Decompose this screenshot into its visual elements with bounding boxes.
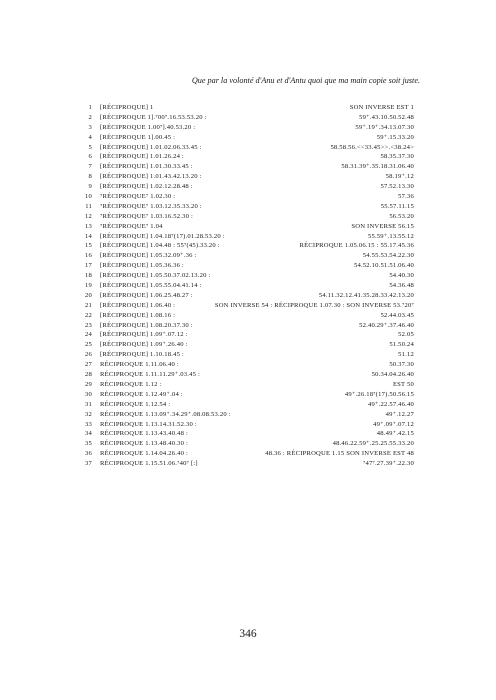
table-row [0,390,496,400]
table-row [0,162,496,172]
reciprocal-entry: RÉCIPROQUE 1.12.54 : [100,400,171,408]
line-number: 9 [88,183,92,191]
table-row [0,222,496,232]
line-number: 10 [85,193,92,201]
line-number: 1 [88,104,92,111]
reciprocal-entry: [RÉCIPROQUE] 1.05.55.04.41.14 : [100,282,202,290]
inverse-value: 50.37.30 [389,361,414,369]
inverse-value: 52.44.03.45 [380,311,414,319]
table-row [0,400,496,410]
line-number: 3 [88,123,92,131]
line-number: 36 [85,450,92,458]
reciprocal-entry: [RÉCIPROQUE] 1 [100,104,154,111]
line-number: 12 [85,212,92,220]
table-row [0,321,496,331]
table-row [0,123,496,133]
inverse-value: 48.49⁺.42.15 [376,430,414,438]
reciprocal-entry: RÉCIPROQUE 1.13.09⁺.34.29⁺.08.08.53.20 : [100,410,231,418]
inverse-value: 49⁺.12.27 [385,410,414,418]
table-row [0,192,496,202]
page-number: 346 [239,628,257,640]
table-row [0,281,496,291]
reciprocal-entry: [RÉCIPROQUE] 1.01.43.42.13.20 : [100,173,202,181]
inverse-value: 50.34.04.26.40 [371,371,414,379]
table-row [0,410,496,420]
inverse-value: 52.40.29⁺.37.46.40 [359,321,414,329]
line-number: 32 [85,410,92,418]
line-number: 5 [88,143,92,151]
reciprocal-entry: [RÉCIPROQUE 1.00⁷].40.53.20 : [100,123,196,131]
table-row [0,182,496,192]
table-row [0,340,496,350]
reciprocal-entry: RÉCIPROQUE 1.15.51.06.⁷40⁷ [:] [100,460,198,468]
inverse-value: 59⁺.43.10.50.52.48 [359,113,414,121]
table-row [0,429,496,439]
table-row [0,350,496,360]
reciprocal-entry: [RÉCIPROQUE] 1.01.30.33.45 : [100,163,193,171]
line-number: 33 [85,420,92,428]
reciprocal-entry: RÉCIPROQUE 1.13.48.40.30 : [100,440,188,448]
table-row [0,370,496,380]
line-number: 24 [85,331,92,339]
line-number: 22 [85,311,92,319]
reciprocal-entry: ⁷RÉCIPROQUE⁷ 1.02.30 : [100,193,176,201]
inverse-value: 51.50.24 [389,341,414,349]
reciprocal-entry: RÉCIPROQUE 1.13.14.31.52.30 : [100,420,197,428]
line-number: 11 [85,202,92,210]
line-number: 7 [88,163,92,171]
inverse-value: 59⁺.19⁺.34.13.07.30 [355,123,414,131]
line-number: 35 [85,440,92,448]
inverse-value: 58.58.56.<<33.45>>.<38.24> [330,143,414,151]
reciprocal-entry: [RÉCIPROQUE] 1.04.48 : 55⁷(45).33.20 : [100,242,220,250]
inverse-value: 57.36 [398,193,414,201]
inverse-value: 55.57.11.15 [380,202,414,210]
inverse-value: 54.11.32.12.41.35.28.33.42.13.20 [318,291,414,299]
table-row [0,172,496,182]
reciprocal-entry: [RÉCIPROQUE] 1.05.36.36 : [100,262,184,270]
table-row [0,143,496,153]
table-row [0,232,496,242]
line-number: 17 [85,262,92,270]
line-number: 34 [85,430,92,438]
line-number: 16 [85,252,92,260]
table-row [0,449,496,459]
table-row [0,271,496,281]
line-number: 28 [85,371,92,379]
table-row [0,212,496,222]
inverse-value: EST 50 [392,380,414,388]
table-row [0,459,496,469]
reciprocal-table [0,103,496,469]
reciprocal-entry: [RÉCIPROQUE] 1.06.40 : [100,301,176,309]
line-number: 23 [85,321,92,329]
reciprocal-entry: [RÉCIPROQUE] 1.08.20.37.30 : [100,321,193,329]
inverse-value: ⁷47⁷.27.39⁺.22.30 [362,460,414,468]
inverse-value: 48.36 : RÉCIPROQUE 1.15 SON INVERSE EST 48 [265,450,414,458]
inverse-value: 58.31.39⁺.35.18.31.06.40 [341,163,414,171]
table-row [0,241,496,251]
line-number: 13 [85,222,92,230]
reciprocal-entry: [RÉCIPROQUE] 1.04.18⁷(17).01.28.53.20 : [100,232,225,240]
table-row [0,251,496,261]
inverse-value: 49⁺.22.57.46.40 [367,400,414,408]
table-row [0,439,496,449]
reciprocal-entry: [RÉCIPROQUE] 1.09⁺.07.12 : [100,331,188,339]
table-row [0,152,496,162]
table-row [0,113,496,123]
table-row [0,380,496,390]
table-row [0,202,496,212]
inverse-value: 56.53.20 [389,212,414,220]
line-number: 2 [88,113,92,121]
table-row [0,103,496,113]
line-number: 20 [85,291,92,299]
line-number: 8 [88,173,92,181]
reciprocal-entry: RÉCIPROQUE 1.11.06.40 : [100,361,179,369]
line-number: 30 [85,390,92,398]
inverse-value: 55.59⁺.13.55.12 [367,232,414,240]
inverse-value: 59⁺.15.33.20 [376,133,414,141]
reciprocal-entry: ⁷RÉCIPROQUE⁷ 1.03.12.35.33.20 : [100,202,202,210]
reciprocal-entry: [RÉCIPROQUE] 1.10.18.45 : [100,351,184,359]
inverse-value: 48.46.22.59⁺.25.25.55.33.20 [332,440,414,448]
inverse-value: 54.40.30 [389,272,414,280]
reciprocal-entry: RÉCIPROQUE 1.13.43.40.48 : [100,430,188,438]
inverse-value: 49⁺.09⁺.07.12 [373,420,414,428]
line-number: 4 [88,133,92,141]
page-header-epigraph: Que par la volonté d'Anu et d'Antu quoi que ma main copie soit juste. [191,76,420,85]
reciprocal-entry: RÉCIPROQUE 1.11.11.29⁺.03.45 : [100,371,201,379]
reciprocal-entry: [RÉCIPROQUE] 1.06.25.48.27 : [100,291,193,299]
inverse-value: 54.55.53.54.22.30 [362,252,414,260]
inverse-value: SON INVERSE 56.15 [351,222,414,230]
line-number: 21 [85,301,92,309]
reciprocal-entry: [RÉCIPROQUE 1].00.45 : [100,133,176,141]
reciprocal-entry: [RÉCIPROQUE] 1.01.02.06.33.45 : [100,143,202,151]
table-row [0,291,496,301]
inverse-value: 58.35.37.30 [380,153,414,161]
reciprocal-entry: RÉCIPROQUE 1.12.49⁺.04 : [100,390,183,398]
line-number: 26 [85,351,92,359]
inverse-value: RÉCIPROQUE 1.05.06.15 : 55.17.45.36 [299,242,414,250]
reciprocal-entry: ⁷RÉCIPROQUE⁷ 1.04 [100,222,163,230]
inverse-value: 58.19⁺.12 [385,173,414,181]
inverse-value: SON INVERSE 54 : RÉCIPROQUE 1.07.30 : SON INVERSE 53.⁷20⁷ [214,301,414,309]
inverse-value: 54.52.10.51.51.06.40 [353,262,414,270]
reciprocal-entry: [RÉCIPROQUE] 1.02.12.28.48 : [100,183,193,191]
line-number: 6 [88,153,92,161]
line-number: 27 [85,361,92,369]
reciprocal-entry: ⁷RÉCIPROQUE⁷ 1.03.16.52.30 : [100,212,193,220]
line-number: 29 [85,380,92,388]
reciprocal-entry: RÉCIPROQUE 1.14.04.26.40 : [100,450,188,458]
inverse-value: SON INVERSE EST 1 [349,104,414,111]
table-row [0,133,496,143]
reciprocal-entry: [RÉCIPROQUE] 1.09⁺.26.40 : [100,341,188,349]
line-number: 18 [85,272,92,280]
line-number: 25 [85,341,92,349]
table-row [0,261,496,271]
reciprocal-entry: [RÉCIPROQUE 1].⁷00⁷.16.53.53.20 : [100,113,207,121]
inverse-value: 49⁺.26.18⁷(17).50.56.15 [344,390,414,398]
line-number: 15 [85,242,92,250]
line-number: 14 [85,232,92,240]
line-number: 37 [85,460,92,468]
inverse-value: 52.05 [398,331,414,339]
line-number: 31 [85,400,92,408]
table-row [0,330,496,340]
table-row [0,420,496,430]
line-number: 19 [85,282,92,290]
inverse-value: 51.12 [398,351,414,359]
table-row [0,301,496,311]
reciprocal-entry: RÉCIPROQUE 1.12 : [100,380,162,388]
reciprocal-entry: [RÉCIPROQUE] 1.01.26.24 : [100,153,184,161]
inverse-value: 57.52.13.30 [380,183,414,191]
inverse-value: 54.36.48 [389,282,414,290]
reciprocal-entry: [RÉCIPROQUE] 1.05.32.09⁺.36 : [100,252,197,260]
reciprocal-entry: [RÉCIPROQUE] 1.05.50.37.02.13.20 : [100,272,211,280]
table-row [0,360,496,370]
reciprocal-entry: [RÉCIPROQUE] 1.08.16 : [100,311,176,319]
table-row [0,311,496,321]
